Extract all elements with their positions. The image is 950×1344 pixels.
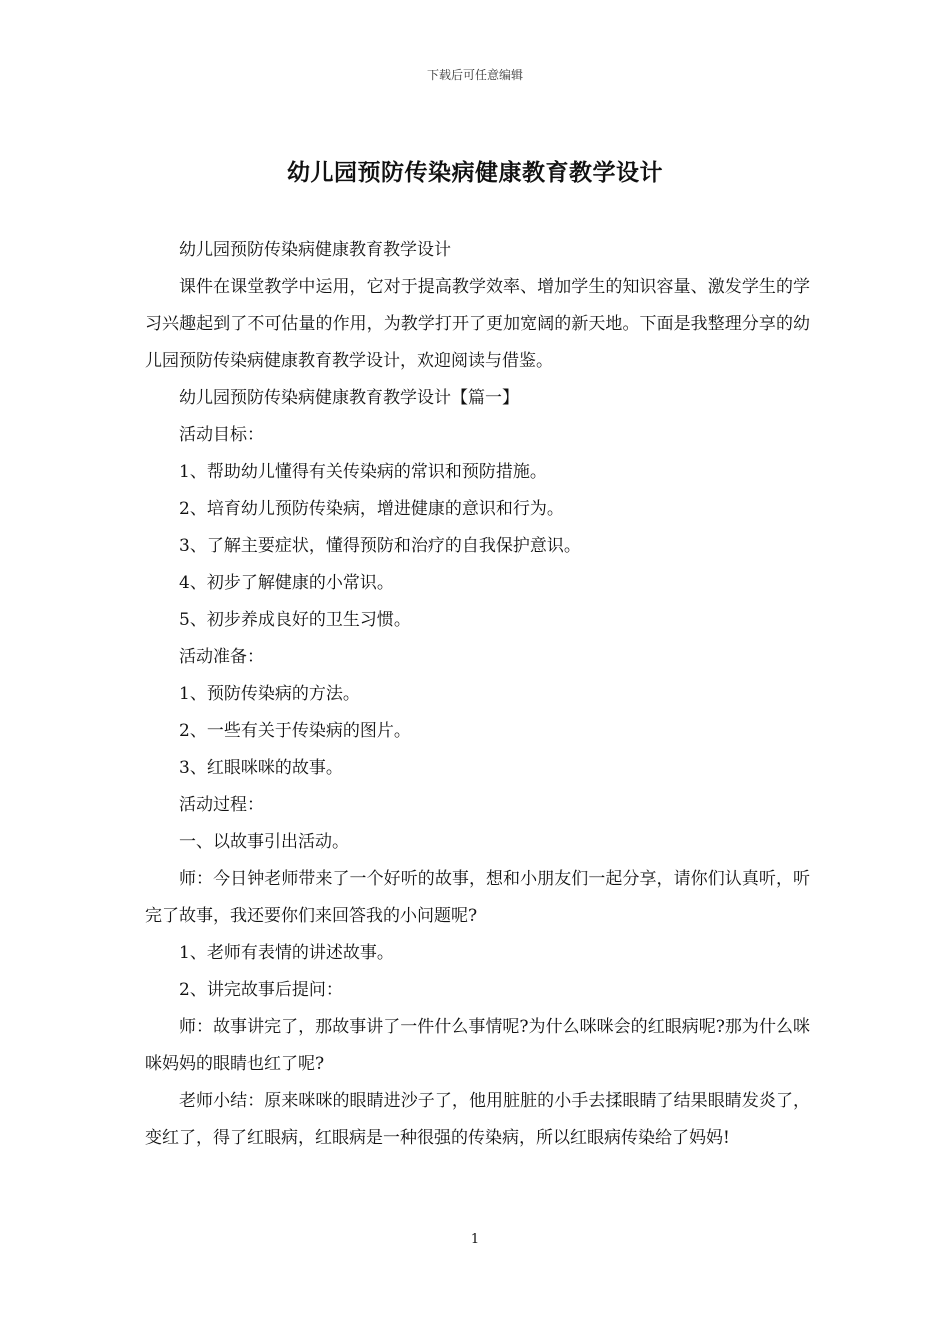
list-item: 1、预防传染病的方法。	[179, 684, 360, 704]
list-item: 3、红眼咪咪的故事。	[179, 758, 343, 778]
paragraph: 课件在课堂教学中运用，它对于提高教学效率、增加学生的知识容量、激发学生的学习兴趣起到了不可估量的作用，为教学打开了更加宽阔的新天地。下面是我整理分享的幼儿园预防传染病健康教育教学设计，欢迎阅读与借鉴。	[145, 277, 810, 371]
paragraph: 活动准备：	[179, 647, 264, 667]
page-number: 1	[470, 1232, 480, 1247]
document-body	[145, 232, 810, 1157]
paragraph: 活动过程：	[179, 795, 264, 815]
paragraph: 老师小结：原来咪咪的眼睛进沙子了，他用脏脏的小手去揉眼睛了结果眼睛发炎了，变红了，得了红眼病，红眼病是一种很强的传染病，所以红眼病传染给了妈妈!	[145, 1091, 810, 1148]
list-item: 2、培育幼儿预防传染病，增进健康的意识和行为。	[179, 499, 564, 519]
list-item: 1、帮助幼儿懂得有关传染病的常识和预防措施。	[179, 462, 547, 482]
document-title: 幼儿园预防传染病健康教育教学设计	[287, 159, 663, 186]
list-item: 2、讲完故事后提问：	[179, 980, 343, 1000]
header-note: 下载后可任意编辑	[426, 68, 523, 82]
list-item: 2、一些有关于传染病的图片。	[179, 721, 411, 741]
list-item: 一、以故事引出活动。	[179, 832, 349, 852]
paragraph: 师：故事讲完了，那故事讲了一件什么事情呢?为什么咪咪会的红眼病呢?那为什么咪咪妈妈的眼睛也红了呢?	[145, 1017, 810, 1074]
section-heading: 幼儿园预防传染病健康教育教学设计【篇一】	[179, 388, 519, 408]
list-item: 5、初步养成良好的卫生习惯。	[179, 610, 411, 630]
paragraph: 活动目标：	[179, 425, 264, 445]
list-item: 4、初步了解健康的小常识。	[179, 573, 394, 593]
list-item: 1、老师有表情的讲述故事。	[179, 943, 394, 963]
list-item: 3、了解主要症状，懂得预防和治疗的自我保护意识。	[179, 536, 581, 556]
paragraph: 师：今日钟老师带来了一个好听的故事，想和小朋友们一起分享，请你们认真听，听完了故事，我还要你们来回答我的小问题呢?	[145, 869, 810, 926]
paragraph: 幼儿园预防传染病健康教育教学设计	[179, 240, 451, 260]
